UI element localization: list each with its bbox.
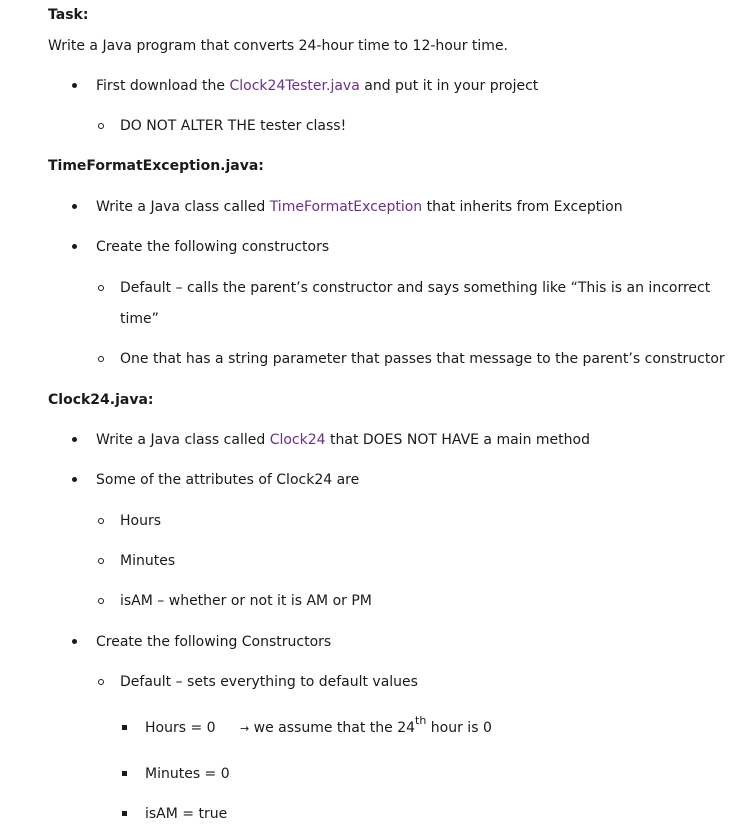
note-superscript: th: [415, 714, 427, 728]
task-heading: Task:: [48, 7, 89, 23]
exception-heading: TimeFormatException.java:: [48, 158, 264, 174]
clock-default-isam: isAM = true: [145, 806, 228, 822]
clock-item-attributes: Some of the attributes of Clock24 are: [96, 472, 360, 488]
bullet-disc-icon: [72, 437, 77, 442]
bullet-disc-icon: [72, 477, 77, 482]
bullet-circle-icon: [98, 558, 104, 564]
clock24-link[interactable]: Clock24: [269, 432, 326, 448]
task-intro: Write a Java program that converts 24-hour time to 12-hour time.: [48, 38, 509, 54]
exception-sub-string: One that has a string parameter that passes that message to the parent’s constructor: [120, 351, 725, 367]
bullet-circle-icon: [98, 518, 104, 524]
bullet-disc-icon: [72, 83, 77, 88]
task-step-suffix: and put it in your project: [359, 78, 539, 94]
clock-item-class: [96, 431, 590, 449]
task-substep-warning: DO NOT ALTER THE tester class!: [120, 118, 347, 134]
clock-attr-hours: Hours: [120, 513, 162, 529]
note-prefix: we assume that the 24: [249, 720, 416, 736]
bullet-square-icon: [122, 725, 127, 730]
bullet-circle-icon: [98, 679, 104, 685]
clock-default-minutes: Minutes = 0: [145, 766, 230, 782]
timeformatexception-link[interactable]: TimeFormatException: [269, 199, 423, 215]
right-arrow-icon: →: [240, 722, 250, 735]
clock-ctor-default: Default – sets everything to default values: [120, 674, 418, 690]
clock-attr-minutes: Minutes: [120, 553, 176, 569]
exception-item-constructors: Create the following constructors: [96, 239, 330, 255]
exception-item-class: [96, 198, 623, 216]
bullet-circle-icon: [98, 123, 104, 129]
exception-sub-default-line2: time”: [120, 311, 159, 327]
task-step-download: [96, 77, 538, 95]
exception-sub-default-line1: Default – calls the parent’s constructor and says something like “This is an incorrect: [120, 280, 711, 296]
bullet-square-icon: [122, 771, 127, 776]
tester-file-link[interactable]: Clock24Tester.java: [229, 78, 360, 94]
exception-item-prefix: Write a Java class called: [96, 199, 270, 215]
bullet-disc-icon: [72, 639, 77, 644]
clock-item-constructors: Create the following Constructors: [96, 634, 332, 650]
clock-attr-isam: isAM – whether or not it is AM or PM: [120, 593, 372, 609]
bullet-circle-icon: [98, 356, 104, 362]
clock-item-suffix: that DOES NOT HAVE a main method: [325, 432, 590, 448]
bullet-square-icon: [122, 811, 127, 816]
exception-item-suffix: that inherits from Exception: [422, 199, 623, 215]
bullet-circle-icon: [98, 285, 104, 291]
clock-heading: Clock24.java:: [48, 392, 154, 408]
clock-default-hours: Hours = 0: [145, 720, 216, 736]
clock-item-prefix: Write a Java class called: [96, 432, 270, 448]
task-step-prefix: First download the: [96, 78, 230, 94]
bullet-circle-icon: [98, 598, 104, 604]
bullet-disc-icon: [72, 244, 77, 249]
clock-default-hours-note: [240, 714, 492, 738]
bullet-disc-icon: [72, 204, 77, 209]
note-suffix: hour is 0: [426, 720, 492, 736]
